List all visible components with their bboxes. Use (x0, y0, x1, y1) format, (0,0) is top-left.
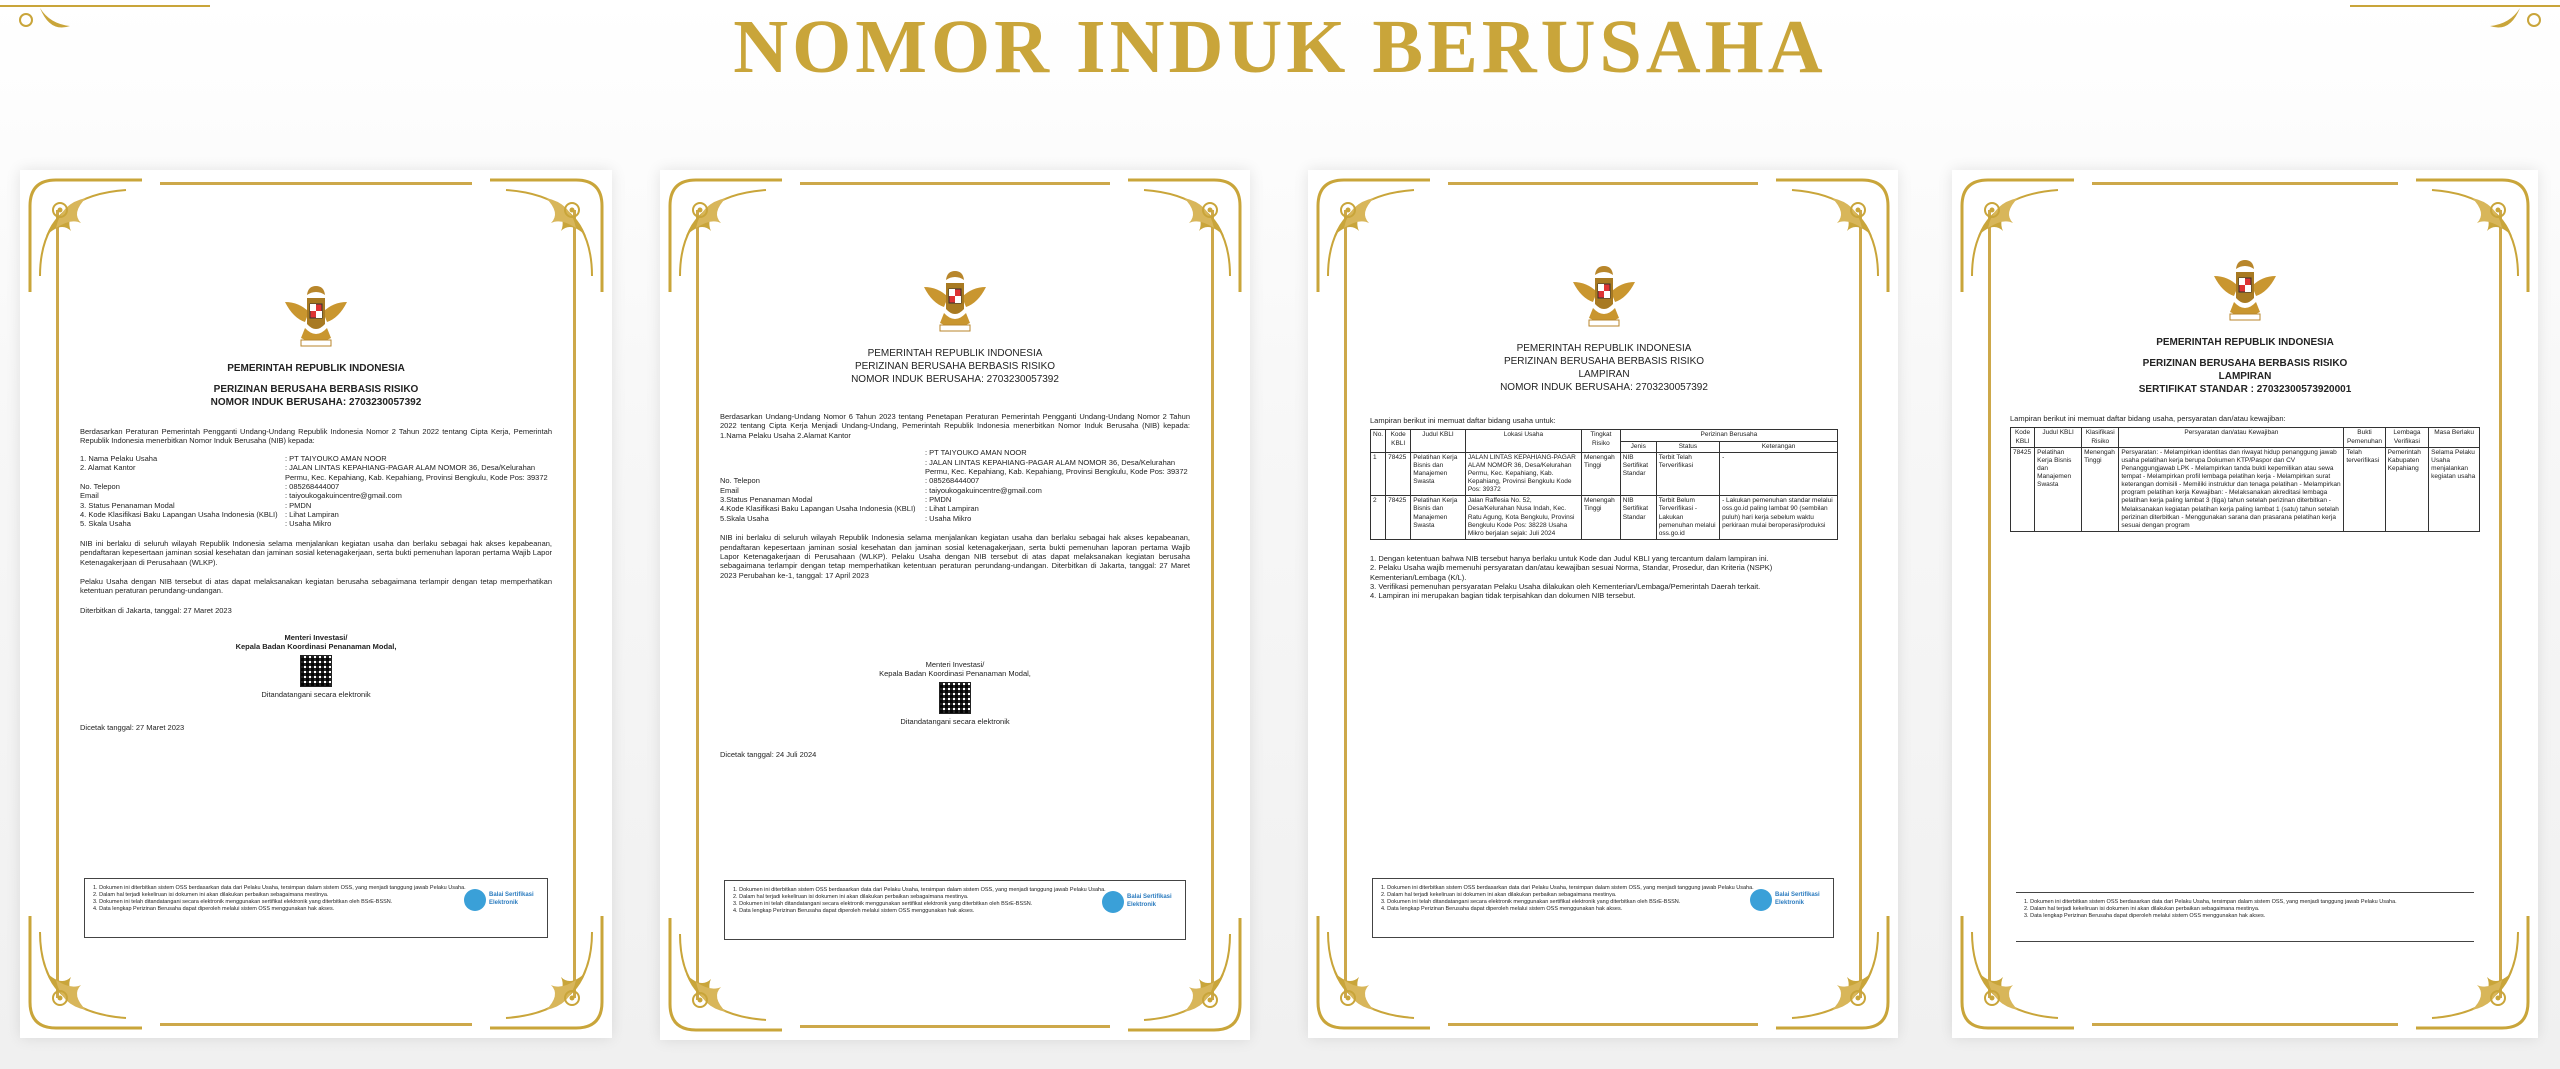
doc-header: PEMERINTAH REPUBLIK INDONESIA (1516, 343, 1692, 354)
bsre-label: Balai Sertifikasi Elektronik (1775, 892, 1820, 906)
table-cell: Terbit Telah Terverifikasi (1656, 452, 1719, 496)
issue-place-date: Diterbitkan di Jakarta, tanggal: 27 Maret 2023 (80, 605, 232, 615)
footer-note: 1. Dokumen ini diterbitkan sistem OSS berdasarkan data dari Pelaku Usaha, tersimpan dalam sistem OSS, yang menjadi tanggung jawab Pelaku Usaha. (733, 887, 1106, 893)
bsre-logo-icon (1750, 889, 1772, 911)
print-date: Dicetak tanggal: 24 Juli 2024 (720, 750, 817, 760)
field-label (720, 458, 925, 477)
lampiran-note: 4. Lampiran ini merupakan bagian tidak terpisahkan dan dokumen NIB tersebut. (1370, 591, 1636, 601)
footer-note: 4. Data lengkap Perizinan Berusaha dapat diperoleh melalui sistem OSS menggunakan hak akses. (733, 908, 975, 915)
bsre-logo (1750, 889, 1825, 911)
table-cell: Pemerintah Kabupaten Kepahiang (2385, 447, 2429, 531)
table-header: No. (1371, 430, 1386, 452)
business-fields (80, 454, 552, 529)
field-label: No. Telepon (80, 481, 120, 491)
lampiran-note: 3. Verifikasi pemenuhan persyaratan Pelaku Usaha dilakukan oleh Kementerian/Lembaga/Pemerintah Daerah terkait. (1370, 582, 1761, 591)
lampiran-notes (1370, 554, 1838, 601)
field-value: : PT TAIYOUKO AMAN NOOR (285, 453, 387, 463)
table-cell: Jalan Raffesia No. 52, Desa/Kelurahan Nusa Indah, Kec. Ratu Agung, Kota Bengkulu, Provinsi Bengkulu Kode Pos: 38228 Usaha Mikro berjalan sejak: Juli 2024 (1465, 496, 1581, 540)
footer-note: 3. Dokumen ini telah ditandatangani secara elektronik menggunakan sertifikat elektronik yang diterbitkan oleh BSrE-BSSN. (93, 899, 393, 906)
footer-note: 4. Data lengkap Perizinan Berusaha dapat diperoleh melalui sistem OSS menggunakan hak akses. (93, 906, 335, 913)
field-label: Email (720, 485, 739, 495)
table-cell: JALAN LINTAS KEPAHIANG-PAGAR ALAM NOMOR 36, Desa/Kelurahan Permu, Kec. Kepahiang, Kab. Kepahiang, Provinsi Bengkulu Kode Pos: 39372 (1465, 452, 1581, 496)
table-cell: Terbit Belum Terverifikasi - Lakukan pemenuhan melalui oss.go.id (1656, 496, 1719, 540)
table-cell: Pelatihan Kerja Bisnis dan Manajemen Swasta (1411, 496, 1466, 540)
business-fields (720, 448, 1190, 523)
doc-subheader: PERIZINAN BERUSAHA BERBASIS RISIKO (1503, 356, 1705, 367)
doc-subheader: PERIZINAN BERUSAHA BERBASIS RISIKO (2142, 358, 2348, 369)
field-value: : taiyoukogakuincentre@gmail.com (925, 485, 1042, 495)
table-cell: NIB Sertifikat Standar (1620, 452, 1656, 496)
footer-notes (1372, 878, 1834, 938)
footer-notes (84, 878, 548, 938)
garuda-emblem-icon (920, 265, 990, 337)
field-label: 1. Nama Pelaku Usaha (80, 453, 158, 463)
table-cell: 78425 (2011, 447, 2035, 531)
table-cell: 78425 (1386, 452, 1411, 496)
doc-subheader: PERIZINAN BERUSAHA BERBASIS RISIKO (213, 384, 419, 395)
field-label: No. Telepon (720, 476, 760, 486)
signer-agency: Kepala Badan Koordinasi Penanaman Modal, (235, 642, 397, 652)
field-value: : Lihat Lampiran (285, 510, 339, 519)
table-cell: Menengah Tinggi (2082, 447, 2119, 531)
signer-title: Menteri Investasi/ (925, 660, 985, 669)
table-header: Lokasi Usaha (1465, 430, 1581, 452)
bsre-logo-icon (464, 889, 486, 911)
table-cell: 2 (1371, 496, 1386, 540)
footer-note: 3. Data lengkap Perizinan Berusaha dapat diperoleh melalui sistem OSS menggunakan hak akses. (2024, 913, 2266, 920)
footer-note: 1. Dokumen ini diterbitkan sistem OSS berdasarkan data dari Pelaku Usaha, tersimpan dalam sistem OSS, yang menjadi tanggung jawab Pelaku Usaha. (2024, 899, 2397, 905)
footer-note: 2. Dalam hal terjadi kekeliruan isi dokumen ini akan dilakukan perbaikan sebagaimana mestinya. (1381, 892, 1617, 899)
footer-note: 2. Dalam hal terjadi kekeliruan isi dokumen ini akan dilakukan perbaikan sebagaimana mestinya. (93, 892, 329, 899)
persyaratan-table (2010, 427, 2480, 532)
field-value: : JALAN LINTAS KEPAHIANG-PAGAR ALAM NOMOR 36, Desa/Kelurahan Permu, Kec. Kepahiang, Kab. Kepahiang, Provinsi Bengkulu, Kode Pos: 39372 (925, 457, 1188, 476)
qr-code-icon (939, 682, 971, 714)
table-header: Perizinan Berusaha (1620, 430, 1837, 441)
table-header: Kode KBLI (2011, 428, 2035, 447)
field-value: : Usaha Mikro (285, 519, 332, 529)
field-label: 4.Kode Klasifikasi Baku Lapangan Usaha Indonesia (KBLI) (720, 504, 916, 514)
signer-agency: Kepala Badan Koordinasi Penanaman Modal, (879, 669, 1031, 679)
qr-code-icon (300, 655, 332, 687)
field-label: 5.Skala Usaha (720, 513, 769, 523)
bsre-logo-icon (1102, 891, 1124, 913)
validity-paragraph: NIB ini berlaku di seluruh wilayah Republik Indonesia selama menjalankan kegiatan usaha dan berlaku sebagai hak akses kepabeanan, pendaftaran kepesertaan jaminan sosial kesehatan dan jaminan sosial ketenagakerjaan, serta bukti pemenuhan laporan pertama Wajib Lapor Ketenagakerjaan di Perusahaan (WLKP). (80, 538, 552, 567)
bsre-logo (464, 889, 539, 911)
table-cell: Menengah Tinggi (1582, 496, 1621, 540)
field-label: 2. Alamat Kantor (80, 463, 136, 473)
table-row (1371, 452, 1838, 496)
garuda-emblem-icon (1569, 260, 1639, 332)
nib-number: NOMOR INDUK BERUSAHA: 2703230057392 (210, 397, 422, 408)
table-cell: NIB Sertifikat Standar (1620, 496, 1656, 540)
banner-title: NOMOR INDUK BERUSAHA (733, 5, 1827, 89)
field-label (720, 448, 925, 457)
footer-notes (2016, 892, 2474, 942)
field-value: : 085268444007 (285, 481, 340, 491)
lampiran-note: 1. Dengan ketentuan bahwa NIB tersebut hanya berlaku untuk Kode dan Judul KBLI yang tercantum dalam lampiran ini. (1370, 553, 1769, 563)
table-header: Judul KBLI (1411, 430, 1466, 452)
lampiran-label: LAMPIRAN (2218, 371, 2272, 382)
field-value: : PT TAIYOUKO AMAN NOOR (925, 448, 1027, 458)
lampiran-note: 2. Pelaku Usaha wajib memenuhi persyaratan dan/atau kewajiban sesuai Norma, Standar, Prosedur, dan Kriteria (NSPK) Kementerian/Lembaga (K/L). (1370, 563, 1773, 582)
table-cell: Pelatihan Kerja Bisnis dan Manajemen Swasta (2035, 447, 2082, 531)
field-value: : taiyoukogakuincentre@gmail.com (285, 491, 402, 501)
activity-paragraph: Pelaku Usaha dengan NIB tersebut di atas dapat melaksanakan kegiatan berusaha sebagaimana terlampir dengan tetap memperhatikan ketentuan peraturan perundang-undangan. (80, 576, 552, 596)
doc-header: PEMERINTAH REPUBLIK INDONESIA (227, 363, 405, 374)
nib-certificate-page-2[interactable] (660, 170, 1250, 1040)
table-cell: Persyaratan: - Melampirkan identitas dan riwayat hidup penanggung jawab usaha pelatihan kerja berupa Dokumen KTP/Paspor dan CV Penanggungjawab LPK - Melampirkan tanda bukti kepemilikan atau sewa tempat - Melampirkan profil lembaga pelatihan kerja - Melampirkan surat keterangan domisili - Memiliki instruktur dan tenaga pelatihan - Melampirkan program pelatihan kerja Kewajiban: - Melaksanakan akreditasi lembaga pelatihan kerja paling lambat 3 (tiga) tahun setelah perizinan diterbitkan - Melaksanakan kegiatan pelatihan kerja paling lambat 1 (satu) tahun setelah perizinan diterbitkan - Menggunakan sarana dan prasarana pelatihan kerja sesuai dengan program (2119, 447, 2344, 531)
doc-header: PEMERINTAH REPUBLIK INDONESIA (2156, 337, 2334, 348)
table-cell: 1 (1371, 452, 1386, 496)
table-header: Kode KBLI (1386, 430, 1411, 452)
table-row (2011, 447, 2480, 531)
field-label: Email (80, 491, 99, 501)
field-label: 5. Skala Usaha (80, 519, 131, 529)
footer-note: 3. Dokumen ini telah ditandatangani secara elektronik menggunakan sertifikat elektronik yang diterbitkan oleh BSrE-BSSN. (1381, 899, 1681, 906)
table-header: Persyaratan dan/atau Kewajiban (2119, 428, 2344, 447)
field-value: : PMDN (925, 495, 952, 504)
bsre-label: Balai Sertifikasi Elektronik (489, 892, 534, 906)
kbli-table (1370, 429, 1838, 540)
footer-note: 2. Dalam hal terjadi kekeliruan isi dokumen ini akan dilakukan perbaikan sebagaimana mestinya. (2024, 906, 2260, 913)
signature-block (80, 633, 552, 699)
table-cell: 78425 (1386, 496, 1411, 540)
footer-note: 1. Dokumen ini diterbitkan sistem OSS berdasarkan data dari Pelaku Usaha, tersimpan dalam sistem OSS, yang menjadi tanggung jawab Pelaku Usaha. (1381, 885, 1754, 891)
table-header: Jenis (1620, 441, 1656, 452)
table-cell: Menengah Tinggi (1582, 452, 1621, 496)
table-header: Lembaga Verifikasi (2385, 428, 2429, 447)
doc-subheader: PERIZINAN BERUSAHA BERBASIS RISIKO (854, 361, 1056, 372)
intro-paragraph: Lampiran berikut ini memuat daftar bidang usaha, persyaratan dan/atau kewajiban: (2010, 414, 2286, 423)
intro-paragraph: Lampiran berikut ini memuat daftar bidang usaha untuk: (1370, 416, 1556, 425)
nib-number: NOMOR INDUK BERUSAHA: 2703230057392 (1500, 382, 1708, 393)
bsre-label: Balai Sertifikasi Elektronik (1127, 894, 1172, 908)
table-header: Judul KBLI (2035, 428, 2082, 447)
signer-title: Menteri Investasi/ (284, 633, 348, 642)
table-cell: Selama Pelaku Usaha menjalankan kegiatan usaha (2429, 447, 2480, 531)
field-value: : 085268444007 (925, 476, 980, 486)
bsre-logo (1102, 891, 1177, 913)
table-cell: - Lakukan pemenuhan standar melalui oss.go.id paling lambat 90 (sembilan puluh) hari kerja sebelum waktu perkiraan mulai beroperasi/produksi (1720, 496, 1838, 540)
nib-lampiran-page[interactable] (1308, 170, 1898, 1038)
table-header: Bukti Pemenuhan (2344, 428, 2385, 447)
table-row (1371, 496, 1838, 540)
footer-note: 2. Dalam hal terjadi kekeliruan isi dokumen ini akan dilakukan perbaikan sebagaimana mestinya. (733, 894, 969, 901)
sertifikat-number: SERTIFIKAT STANDAR : 27032300573920001 (2138, 384, 2352, 395)
table-cell: - (1720, 452, 1838, 496)
field-value: : Lihat Lampiran (925, 504, 979, 514)
field-value: : Usaha Mikro (925, 513, 972, 523)
intro-paragraph: Berdasarkan Undang-Undang Nomor 6 Tahun 2023 tentang Penetapan Peraturan Pemerintah Pengganti Undang-Undang Nomor 2 Tahun 2022 tentang Cipta Kerja Menjadi Undang-Undang, Pemerintah Republik Indonesia menerbitkan Nomor Induk Berusaha (NIB) kepada: 1.Nama Pelaku Usaha 2.Alamat Kantor (720, 412, 1190, 440)
footer-note: 1. Dokumen ini diterbitkan sistem OSS berdasarkan data dari Pelaku Usaha, tersimpan dalam sistem OSS, yang menjadi tanggung jawab Pelaku Usaha. (93, 885, 466, 891)
e-sign-note: Ditandatangani secara elektronik (261, 689, 371, 699)
print-date: Dicetak tanggal: 27 Maret 2023 (80, 723, 185, 733)
table-cell: Telah terverifikasi (2344, 447, 2385, 531)
nib-certificate-page-1[interactable] (20, 170, 612, 1038)
nib-number: NOMOR INDUK BERUSAHA: 2703230057392 (851, 374, 1059, 385)
table-cell: Pelatihan Kerja Bisnis dan Manajemen Swasta (1411, 452, 1466, 496)
validity-paragraph: NIB ini berlaku di seluruh wilayah Republik Indonesia selama menjalankan kegiatan usaha dan berlaku sebagai hak akses kepabeanan, pendaftaran kepesertaan jaminan sosial kesehatan dan jaminan sosial ketenagakerjaan, serta bukti pemenuhan laporan pertama Wajib Lapor Ketenagakerjaan di Perusahaan (WLKP). Pelaku Usaha dengan NIB tersebut di atas dapat melaksanakan kegiatan berusaha sebagaimana terlampir dengan tetap memperhatikan ketentuan peraturan perundang-undangan. Diterbitkan di Jakarta, tanggal: 27 Maret 2023 Perubahan ke-1, tanggal: 17 April 2023 (720, 533, 1190, 580)
field-label: 3.Status Penanaman Modal (720, 495, 813, 504)
signature-block (720, 660, 1190, 726)
table-header: Keterangan (1720, 441, 1838, 452)
field-value: : JALAN LINTAS KEPAHIANG-PAGAR ALAM NOMOR 36, Desa/Kelurahan Permu, Kec. Kepahiang, Kab. Kepahiang, Provinsi Bengkulu, Kode Pos: 39372 (285, 463, 548, 482)
field-label: 4. Kode Klasifikasi Baku Lapangan Usaha Indonesia (KBLI) (80, 510, 278, 519)
table-header: Masa Berlaku (2429, 428, 2480, 447)
footer-note: 3. Dokumen ini telah ditandatangani secara elektronik menggunakan sertifikat elektronik yang diterbitkan oleh BSrE-BSSN. (733, 901, 1033, 908)
footer-note: 4. Data lengkap Perizinan Berusaha dapat diperoleh melalui sistem OSS menggunakan hak akses. (1381, 906, 1623, 913)
table-header: Status (1656, 441, 1719, 452)
field-value: : PMDN (285, 500, 312, 510)
garuda-emblem-icon (281, 280, 351, 352)
e-sign-note: Ditandatangani secara elektronik (900, 716, 1010, 726)
footer-notes (724, 880, 1186, 940)
field-label: 3. Status Penanaman Modal (80, 500, 175, 510)
table-header: Tingkat Risiko (1582, 430, 1621, 452)
garuda-emblem-icon (2210, 254, 2280, 326)
doc-header: PEMERINTAH REPUBLIK INDONESIA (867, 348, 1043, 359)
intro-paragraph: Berdasarkan Peraturan Pemerintah Pengganti Undang-Undang Republik Indonesia Nomor 2 Tahun 2022 tentang Cipta Kerja, Pemerintah Republik Indonesia menerbitkan Nomor Induk Berusaha (NIB) kepada: (80, 427, 552, 446)
sertifikat-standar-lampiran-page[interactable] (1952, 170, 2538, 1038)
table-header: Klasifikasi Risiko (2082, 428, 2119, 447)
lampiran-label: LAMPIRAN (1578, 369, 1630, 380)
